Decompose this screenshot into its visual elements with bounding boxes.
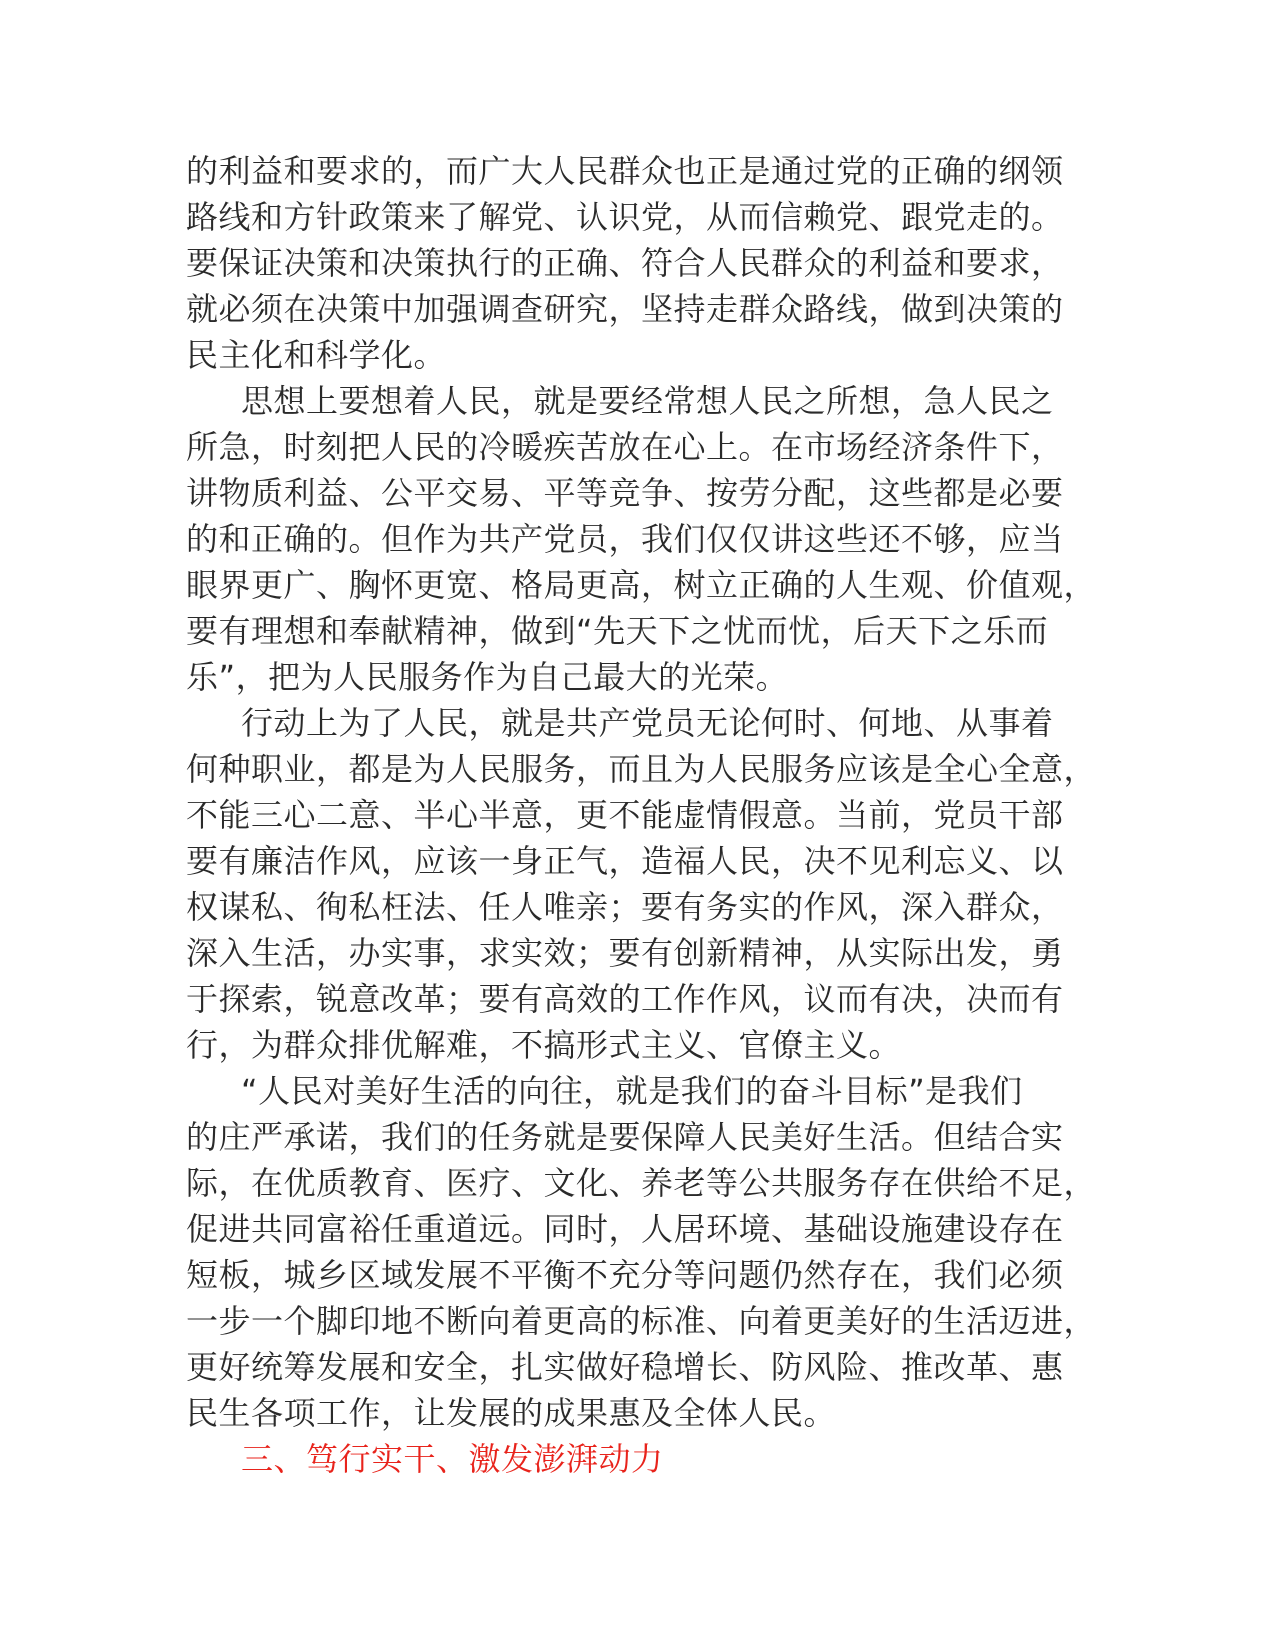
text-line: 行，为群众排优解难，不搞形式主义、官僚主义。 bbox=[186, 1026, 902, 1064]
text-line: 一步一个脚印地不断向着更高的标准、向着更美好的生活迈进， bbox=[186, 1302, 1097, 1340]
text-line: 促进共同富裕任重道远。同时，人居环境、基础设施建设存在 bbox=[186, 1210, 1064, 1248]
section-heading: 三、笃行实干、激发澎湃动力 bbox=[241, 1440, 664, 1478]
text-line: 更好统筹发展和安全，扎实做好稳增长、防风险、推改革、惠 bbox=[186, 1348, 1064, 1386]
document-body bbox=[186, 148, 1106, 1482]
text-line: 何种职业，都是为人民服务，而且为人民服务应该是全心全意， bbox=[186, 750, 1097, 788]
text-line: 眼界更广、胸怀更宽、格局更高，树立正确的人生观、价值观， bbox=[186, 566, 1097, 604]
paragraph-2 bbox=[186, 378, 1106, 700]
text-line: 权谋私、徇私枉法、任人唯亲；要有务实的作风，深入群众， bbox=[186, 888, 1064, 926]
text-line: 的庄严承诺，我们的任务就是要保障人民美好生活。但结合实 bbox=[186, 1118, 1064, 1156]
text-line: “人民对美好生活的向往，就是我们的奋斗目标”是我们 bbox=[241, 1072, 1023, 1110]
text-line: 不能三心二意、半心半意，更不能虚情假意。当前，党员干部 bbox=[186, 796, 1064, 834]
text-line: 要保证决策和决策执行的正确、符合人民群众的利益和要求， bbox=[186, 244, 1064, 282]
text-line: 就必须在决策中加强调查研究，坚持走群众路线，做到决策的 bbox=[186, 290, 1064, 328]
text-line: 要有理想和奉献精神，做到“先天下之忧而忧，后天下之乐而 bbox=[186, 612, 1049, 650]
text-line: 深入生活，办实事，求实效；要有创新精神，从实际出发，勇 bbox=[186, 934, 1064, 972]
paragraph-1 bbox=[186, 148, 1106, 378]
text-line: 民生各项工作，让发展的成果惠及全体人民。 bbox=[186, 1394, 837, 1432]
text-line: 行动上为了人民，就是共产党员无论何时、何地、从事着 bbox=[241, 704, 1054, 742]
text-line: 路线和方针政策来了解党、认识党，从而信赖党、跟党走的。 bbox=[186, 198, 1064, 236]
text-line: 要有廉洁作风，应该一身正气，造福人民，决不见利忘义、以 bbox=[186, 842, 1064, 880]
text-line: 的利益和要求的，而广大人民群众也正是通过党的正确的纲领 bbox=[186, 152, 1064, 190]
text-line: 于探索，锐意改革；要有高效的工作作风，议而有决，决而有 bbox=[186, 980, 1064, 1018]
text-line: 乐”，把为人民服务作为自己最大的光荣。 bbox=[186, 658, 789, 696]
text-line: 短板，城乡区域发展不平衡不充分等问题仍然存在，我们必须 bbox=[186, 1256, 1064, 1294]
text-line: 所急，时刻把人民的冷暖疾苦放在心上。在市场经济条件下， bbox=[186, 428, 1064, 466]
text-line: 际，在优质教育、医疗、文化、养老等公共服务存在供给不足， bbox=[186, 1164, 1097, 1202]
paragraph-4 bbox=[186, 1068, 1106, 1436]
text-line: 民主化和科学化。 bbox=[186, 336, 447, 374]
paragraph-3 bbox=[186, 700, 1106, 1068]
text-line: 思想上要想着人民，就是要经常想人民之所想，急人民之 bbox=[241, 382, 1054, 420]
text-line: 讲物质利益、公平交易、平等竞争、按劳分配，这些都是必要 bbox=[186, 474, 1064, 512]
text-line: 的和正确的。但作为共产党员，我们仅仅讲这些还不够，应当 bbox=[186, 520, 1064, 558]
